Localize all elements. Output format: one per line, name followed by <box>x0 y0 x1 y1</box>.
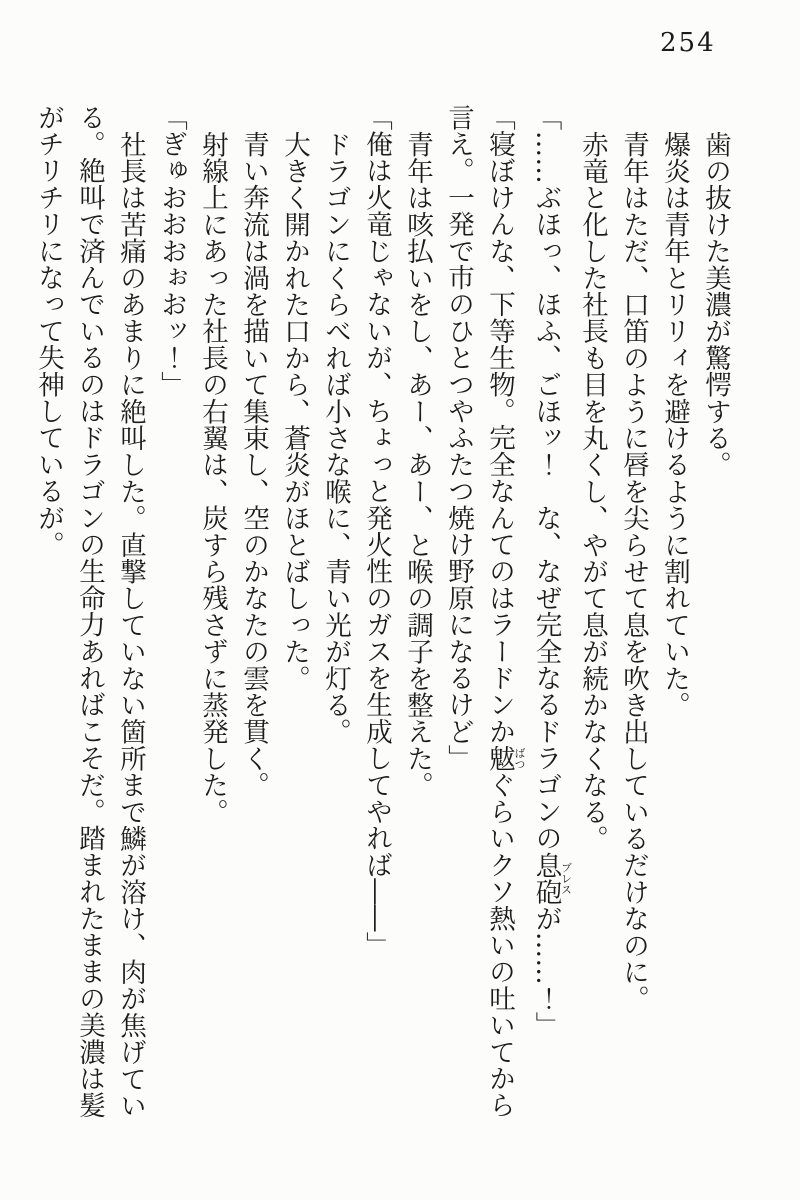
ruby-annotated-word: 魃ばつ <box>484 744 526 772</box>
text-line: 大きく開かれた口から、蒼炎がほとばしった。 <box>279 130 310 692</box>
ruby-annotated-word: 息砲ブレス <box>530 851 573 906</box>
text-line: がチリチリになって失神しているが。 <box>33 104 64 558</box>
text-line: 青年は咳払いをし、あー、あー、と喉の調子を整えた。 <box>402 130 433 798</box>
text-line: 「ぎゅおおおぉおッ！」 <box>156 104 187 398</box>
text-line: 歯の抜けた美濃が驚愕する。 <box>700 130 731 478</box>
text-line: 青年はただ、口笛のように唇を尖らせて息を吹き出しているだけなのに。 <box>618 130 649 1012</box>
text-line: 社長は苦痛のあまりに絶叫した。直撃していない箇所まで鱗が溶け、肉が焦げてい <box>115 130 146 1119</box>
text-area <box>28 104 736 1124</box>
text-line: ドラゴンにくらべれば小さな喉に、青い光が灯る。 <box>320 130 351 745</box>
text-line: 赤竜と化した社長も目を丸くし、やがて息が続かなくなる。 <box>577 130 608 852</box>
text-line: 青い奔流は渦を描いて集束し、空のかなたの雲を貫く。 <box>238 130 269 798</box>
text-line: 言え。一発で市のひとつやふたつ焼け野原になるけど」 <box>443 104 474 772</box>
text-line: 爆炎は青年とリリィを避けるように割れていた。 <box>659 130 690 718</box>
page-number: 254 <box>660 28 716 58</box>
text-line: 「俺は火竜じゃないが、ちょっと発火性のガスを生成してやれば――」 <box>361 104 392 959</box>
text-line: 「寝ぼけんな、下等生物。完全なんてのはラードンか魃ばつぐらいクソ熱いの吐いてから <box>484 104 526 1119</box>
text-line: 「……ぶほっ、ほふ、ごほッ！ な、なぜ完全なるドラゴンの息砲ブレスが……！」 <box>530 104 573 1039</box>
text-line: る。絶叫で済んでいるのはドラゴンの生命力あればこそだ。踏まれたままの美濃は髪 <box>74 104 105 1119</box>
text-line: 射線上にあった社長の右翼は、炭すら残さずに蒸発した。 <box>197 130 228 825</box>
